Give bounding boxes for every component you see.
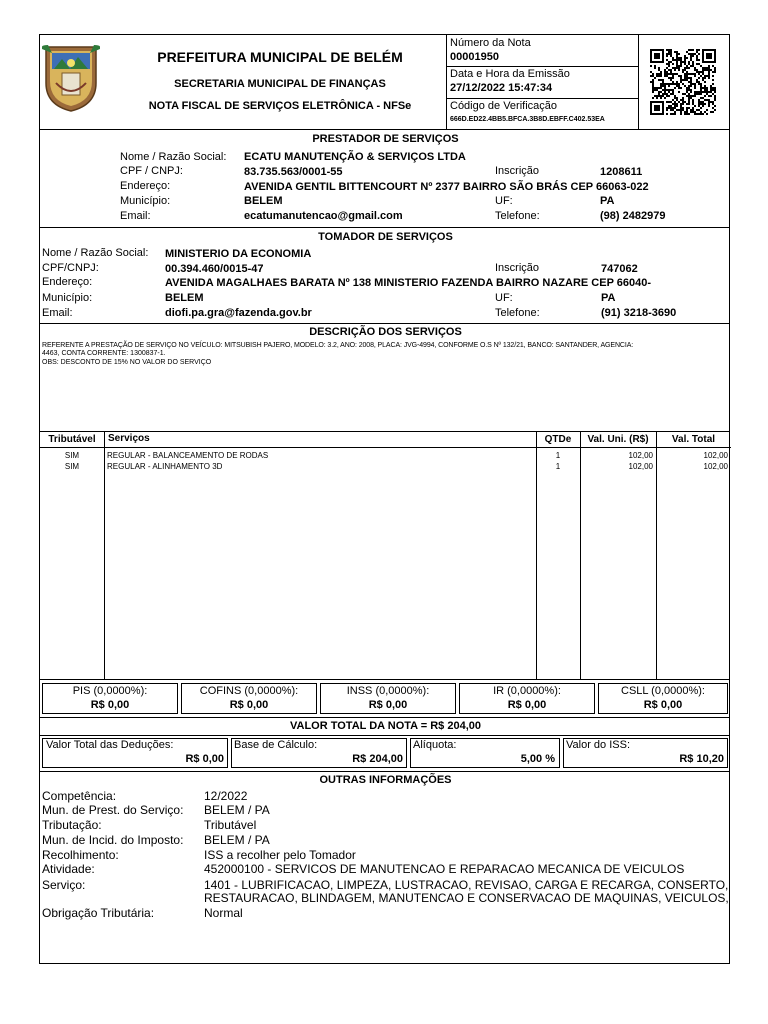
prestador-municipio-label: Município: <box>120 195 171 207</box>
tomador-telefone-value: (91) 3218-3690 <box>601 307 677 319</box>
deducoes-label: Valor Total das Deduções: <box>46 739 174 751</box>
atividade-label: Atividade: <box>42 862 95 876</box>
obrigacao-label: Obrigação Tributária: <box>42 906 155 920</box>
prestador-cpf-label: CPF / CNPJ: <box>120 165 183 177</box>
recolhimento-label: Recolhimento: <box>42 848 119 862</box>
tomador-inscricao-label: Inscrição <box>495 262 540 274</box>
tomador-municipio-value: BELEM <box>165 292 204 304</box>
tomador-telefone-label: Telefone: <box>495 307 540 319</box>
col-header-val-total: Val. Total <box>671 434 716 445</box>
mun-incid-value: BELEM / PA <box>204 833 270 847</box>
row-qtde: 1 <box>555 462 561 471</box>
col-header-qtde: QTDe <box>544 434 572 445</box>
competencia-value: 12/2022 <box>204 789 248 803</box>
tributacao-value: Tributável <box>204 818 257 832</box>
col-header-val-uni: Val. Uni. (R$) <box>587 434 649 445</box>
ir-box <box>459 683 595 714</box>
csll-label: CSLL (0,0000%): <box>621 685 705 697</box>
row-val-uni: 102,00 <box>628 462 653 471</box>
prestador-email-label: Email: <box>120 210 151 222</box>
obrigacao-value: Normal <box>204 906 243 920</box>
aliquota-box <box>410 738 560 768</box>
descricao-line-1: REFERENTE A PRESTAÇÃO DE SERVIÇO NO VEÍCULO: MITSUBISH PAJERO, MODELO: 3.2, ANO: 2008, PLACA: JVG-4994, CONFORME O.S Nº 132/21, BANCO: SANTANDER, AGENCIA: <box>42 342 634 349</box>
row-val-total: 102,00 <box>703 462 728 471</box>
descricao-line-3: OBS: DESCONTO DE 15% NO VALOR DO SERVIÇO <box>42 359 212 366</box>
tomador-municipio-label: Município: <box>42 292 93 304</box>
data-emissao-value: 27/12/2022 15:47:34 <box>450 82 553 94</box>
csll-box <box>598 683 728 714</box>
competencia-label: Competência: <box>42 789 117 803</box>
cofins-value: R$ 0,00 <box>229 699 269 711</box>
numero-nota-label: Número da Nota <box>450 37 531 49</box>
row-val-total: 102,00 <box>703 451 728 460</box>
deducoes-box <box>42 738 228 768</box>
prestador-uf-label: UF: <box>495 195 513 207</box>
tomador-endereco-label: Endereço: <box>42 276 93 288</box>
tomador-cpf-label: CPF/CNPJ: <box>42 262 99 274</box>
numero-nota-value: 00001950 <box>450 51 499 63</box>
secretaria-title: SECRETARIA MUNICIPAL DE FINANÇAS <box>174 78 386 90</box>
ir-label: IR (0,0000%): <box>493 685 561 697</box>
prestador-email-value: ecatumanutencao@gmail.com <box>244 210 403 222</box>
row-qtde: 1 <box>555 451 561 460</box>
valor-total-nota: VALOR TOTAL DA NOTA = R$ 204,00 <box>289 720 481 732</box>
table-row <box>40 462 731 473</box>
col-header-servicos: Serviços <box>108 433 150 444</box>
prestador-inscricao-value: 1208611 <box>600 166 643 178</box>
mun-prest-label: Mun. de Prest. do Serviço: <box>42 803 184 817</box>
inss-box <box>320 683 456 714</box>
servico-value-2: RESTAURACAO, BLINDAGEM, MANUTENCAO E CONSERVACAO DE MAQUINAS, VEICULOS, <box>204 891 729 905</box>
valor-iss-label: Valor do ISS: <box>566 739 630 751</box>
valor-iss-box <box>563 738 728 768</box>
tomador-nome-value: MINISTERIO DA ECONOMIA <box>165 248 312 260</box>
ir-value: R$ 0,00 <box>507 699 547 711</box>
inss-value: R$ 0,00 <box>368 699 408 711</box>
mun-prest-value: BELEM / PA <box>204 803 270 817</box>
servicos-table <box>40 431 731 679</box>
prestador-nome-label: Nome / Razão Social: <box>120 151 227 163</box>
prestador-cpf-value: 83.735.563/0001-55 <box>244 166 343 178</box>
codigo-verificacao-label: Código de Verificação <box>450 100 558 112</box>
descricao-section-title: DESCRIÇÃO DOS SERVIÇOS <box>309 326 462 338</box>
cofins-box <box>181 683 317 714</box>
pis-value: R$ 0,00 <box>90 699 130 711</box>
base-calculo-box <box>231 738 407 768</box>
data-emissao-label: Data e Hora da Emissão <box>450 68 570 80</box>
pis-label: PIS (0,0000%): <box>72 685 148 697</box>
prefeitura-title: PREFEITURA MUNICIPAL DE BELÉM <box>157 49 403 65</box>
base-calculo-value: R$ 204,00 <box>352 753 403 765</box>
row-val-uni: 102,00 <box>628 451 653 460</box>
csll-value: R$ 0,00 <box>643 699 683 711</box>
row-tributavel: SIM <box>64 462 80 471</box>
coat-of-arms-icon <box>42 43 100 113</box>
pis-box <box>42 683 178 714</box>
prestador-nome-value: ECATU MANUTENÇÃO & SERVIÇOS LTDA <box>244 151 466 163</box>
atividade-value: 452000100 - SERVICOS DE MANUTENCAO E REPARACAO MECANICA DE VEICULOS <box>204 862 685 876</box>
prestador-telefone-label: Telefone: <box>495 210 540 222</box>
inss-label: INSS (0,0000%): <box>346 685 430 697</box>
prestador-uf-value: PA <box>600 195 615 207</box>
nfse-document <box>39 34 730 964</box>
prestador-telefone-value: (98) 2482979 <box>600 210 666 222</box>
valor-iss-value: R$ 10,20 <box>679 753 724 765</box>
mun-incid-label: Mun. de Incid. do Imposto: <box>42 833 184 847</box>
tomador-cpf-value: 00.394.460/0015-47 <box>165 263 264 275</box>
row-servico: REGULAR - ALINHAMENTO 3D <box>107 462 223 471</box>
tomador-uf-value: PA <box>601 292 616 304</box>
col-header-tributavel: Tributável <box>48 434 96 445</box>
tomador-section-title: TOMADOR DE SERVIÇOS <box>318 231 453 243</box>
base-calculo-label: Base de Cálculo: <box>234 739 318 751</box>
aliquota-value: 5,00 % <box>520 753 555 765</box>
prestador-endereco-value: AVENIDA GENTIL BITTENCOURT Nº 2377 BAIRRO SÃO BRÁS CEP 66063-022 <box>244 181 649 193</box>
table-row <box>40 451 731 462</box>
tomador-email-value: diofi.pa.gra@fazenda.gov.br <box>165 307 312 319</box>
tributacao-label: Tributação: <box>42 818 102 832</box>
tomador-nome-label: Nome / Razão Social: <box>42 247 149 259</box>
nfse-doc-type: NOTA FISCAL DE SERVIÇOS ELETRÔNICA - NFSe <box>148 100 412 112</box>
aliquota-label: Alíquota: <box>413 739 457 751</box>
outras-section-title: OUTRAS INFORMAÇÕES <box>319 774 452 786</box>
descricao-line-2: 4463, CONTA CORRENTE: 1300837-1. <box>42 350 166 357</box>
servico-value-1: 1401 - LUBRIFICACAO, LIMPEZA, LUSTRACAO, REVISAO, CARGA E RECARGA, CONSERTO, <box>204 878 729 892</box>
recolhimento-value: ISS a recolher pelo Tomador <box>204 848 356 862</box>
tomador-inscricao-value: 747062 <box>601 263 638 275</box>
tomador-endereco-value: AVENIDA MAGALHAES BARATA Nº 138 MINISTERIO FAZENDA BAIRRO NAZARE CEP 66040- <box>165 277 652 289</box>
prestador-municipio-value: BELEM <box>244 195 283 207</box>
row-tributavel: SIM <box>64 451 80 460</box>
prestador-endereco-label: Endereço: <box>120 180 171 192</box>
prestador-section-title: PRESTADOR DE SERVIÇOS <box>312 133 459 145</box>
qr-code-icon <box>650 49 716 115</box>
deducoes-value: R$ 0,00 <box>185 753 224 765</box>
servico-label: Serviço: <box>42 878 86 892</box>
tomador-uf-label: UF: <box>495 292 513 304</box>
prestador-inscricao-label: Inscrição <box>495 165 540 177</box>
row-servico: REGULAR - BALANCEAMENTO DE RODAS <box>107 451 269 460</box>
cofins-label: COFINS (0,0000%): <box>199 685 299 697</box>
codigo-verificacao-value: 666D.ED22.4BB5.BFCA.3B8D.EBFF.C402.53EA <box>450 116 605 123</box>
tomador-email-label: Email: <box>42 307 73 319</box>
